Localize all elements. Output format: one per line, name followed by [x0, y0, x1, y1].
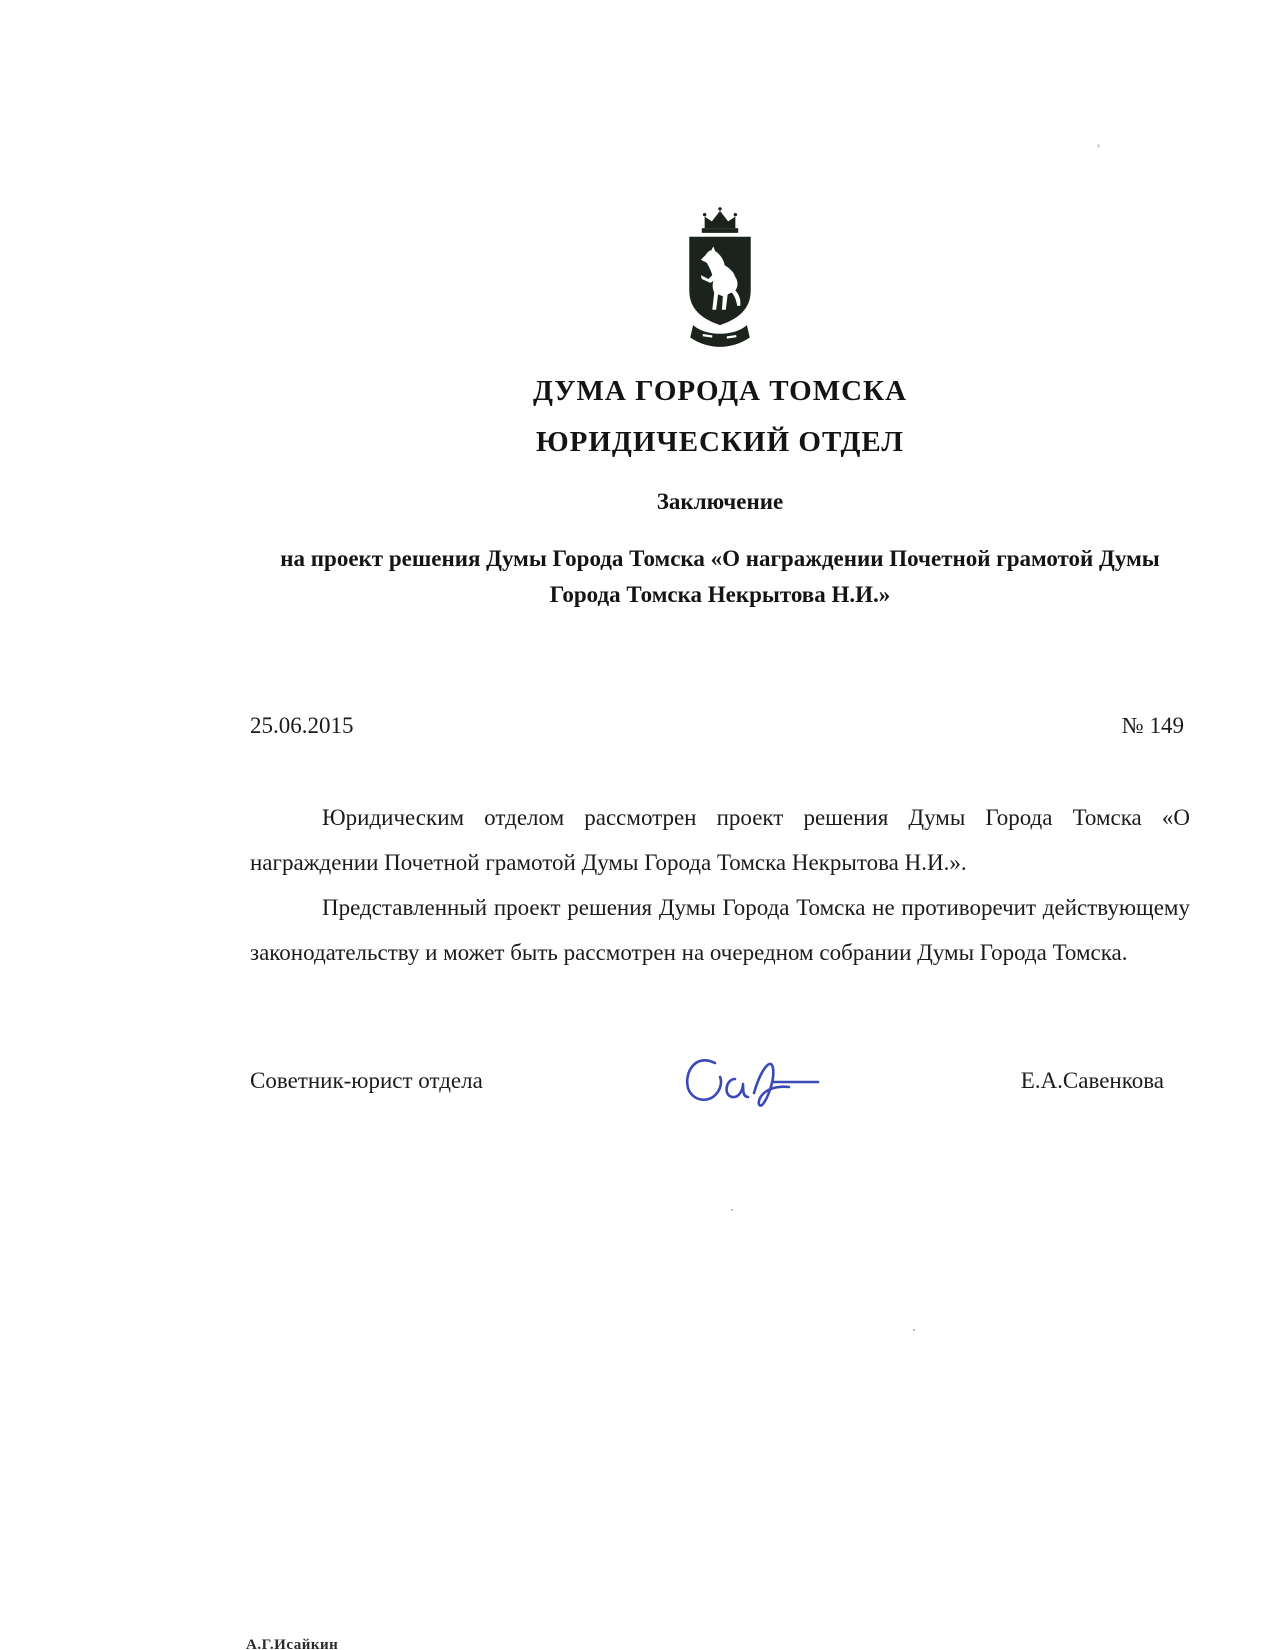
document-content [250, 0, 1190, 1121]
signature-row [250, 1041, 1190, 1121]
department-name: ЮРИДИЧЕСКИЙ ОТДЕЛ [536, 426, 904, 458]
footer-partial-text: А.Г.Исайкин [246, 1637, 339, 1650]
meta-row [250, 713, 1190, 739]
crown-shape [702, 207, 738, 233]
signer-name: Е.А.Савенкова [1020, 1068, 1164, 1093]
body-text [250, 795, 1190, 975]
body-paragraph: Представленный проект решения Думы Города Томска не противоречит действующему законодательству и может быть рассмотрен на очередном собрании Думы Города Томска. [250, 895, 1190, 965]
handwritten-signature [677, 1041, 827, 1121]
scan-artifact: · [911, 1320, 917, 1340]
org-name: ДУМА ГОРОДА ТОМСКА [532, 375, 908, 407]
position-title: Советник-юрист отдела [250, 1068, 483, 1093]
doc-date: 25.06.2015 [250, 713, 354, 738]
scan-artifact: · [729, 1200, 735, 1220]
doc-type-title: Заключение [656, 489, 784, 514]
ribbon-shape [690, 325, 750, 347]
letterhead-emblem-area [250, 0, 1190, 361]
scan-artifact: ’ [1096, 142, 1101, 158]
tomsk-coat-of-arms-icon [672, 202, 768, 356]
doc-number: № 149 [1121, 713, 1184, 738]
subject-line: на проект решения Думы Города Томска «О награждении Почетной грамотой Думы Города Томска Некрытова Н.И.» [280, 546, 1160, 607]
body-paragraph: Юридическим отделом рассмотрен проект решения Думы Города Томска «О награждении Почетной грамотой Думы Города Томска Некрытова Н.И.». [250, 805, 1190, 875]
